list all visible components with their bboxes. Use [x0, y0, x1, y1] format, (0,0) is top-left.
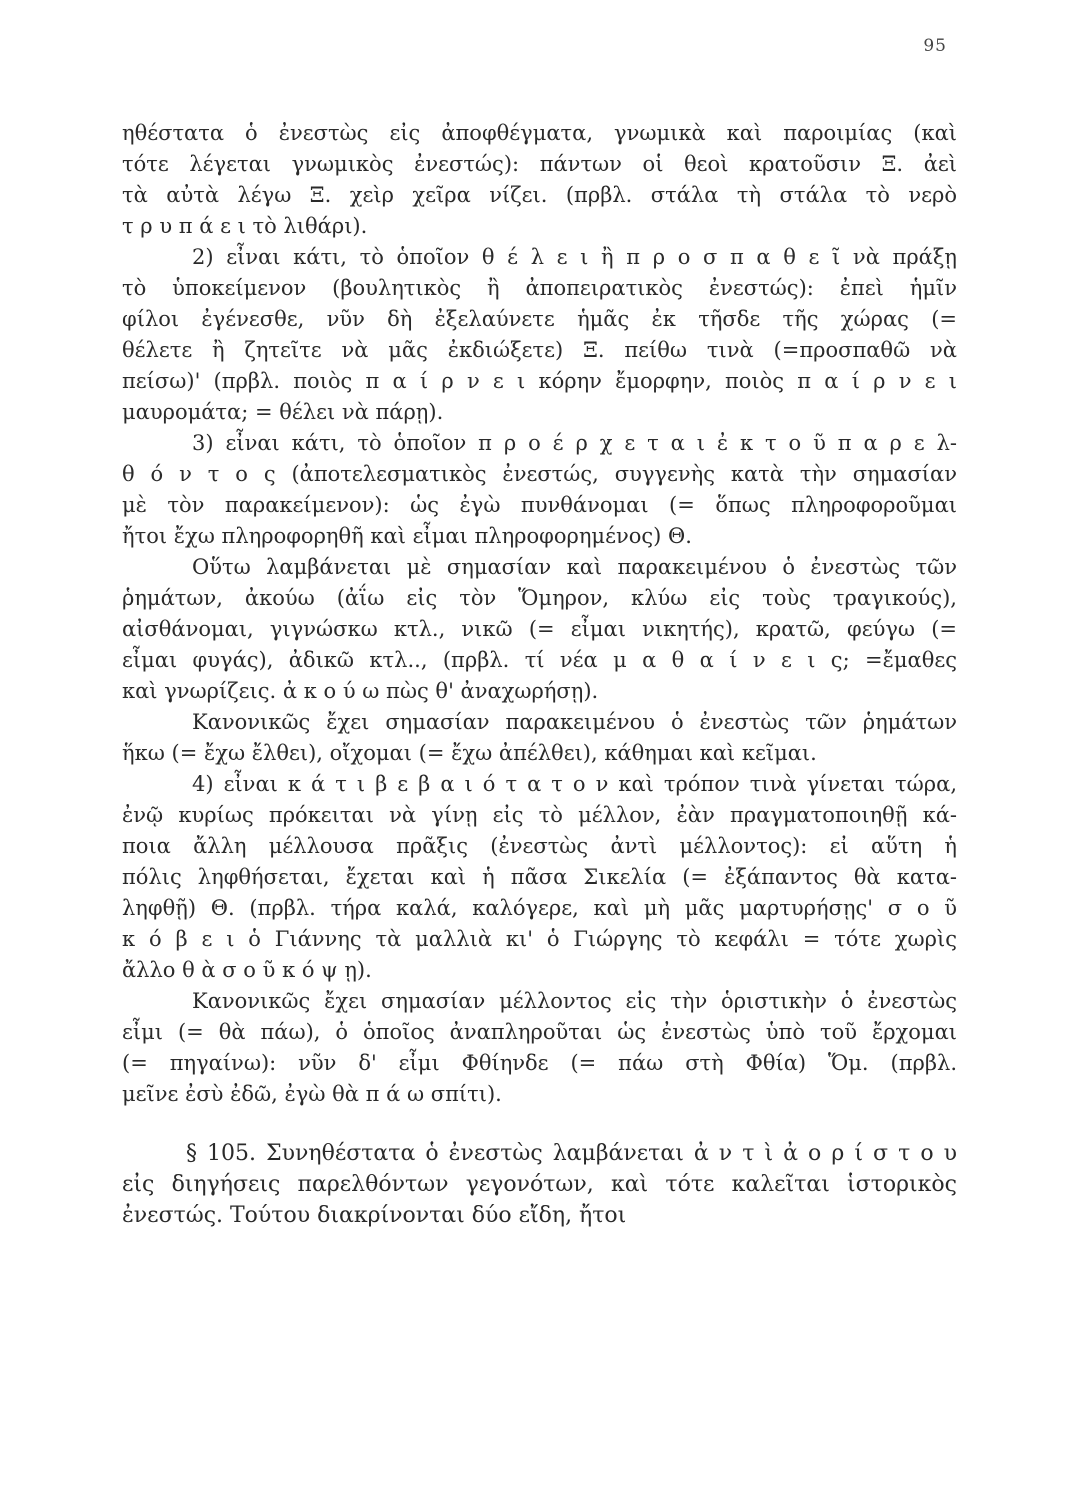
text-line: κ ό β ε ι ὁ Γιάννης τὰ μαλλιὰ κι' ὁ Γιώργης τὸ κεφάλι = τότε χωρὶς	[122, 927, 957, 951]
text-line: θ ό ν τ ο ς (ἀποτελεσματικὸς ἐνεστώς, συγγενὴς κατὰ τὴν σημασίαν	[122, 462, 957, 486]
text-line: 2) εἶναι κάτι, τὸ ὁποῖον θ έ λ ε ι ἢ π ρ ο σ π α θ ε ῖ νὰ πράξῃ	[192, 245, 957, 269]
paragraph-6	[122, 769, 957, 986]
text-line: Οὕτω λαμβάνεται μὲ σημασίαν καὶ παρακειμένου ὁ ἐνεστὼς τῶν	[192, 555, 957, 579]
text-line: αἰσθάνομαι, γιγνώσκω κτλ., νικῶ (= εἶμαι νικητής), κρατῶ, φεύγω (=	[122, 617, 957, 641]
section-heading-line: § 105. Συνηθέστατα ὁ ἐνεστὼς λαμβάνεται ἀ ν τ ὶ ἀ ο ρ ί σ τ ο υ	[186, 1141, 957, 1166]
text-line: ληφθῇ) Θ. (πρβλ. τήρα καλά, καλόγερε, καὶ μὴ μᾶς μαρτυρήσῃς' σ ο ῦ	[122, 896, 957, 920]
text-line: ἄλλο θ ὰ σ ο ῦ κ ό ψ ῃ).	[122, 958, 372, 982]
paragraph-3	[122, 428, 957, 552]
text-line: μὲ τὸν παρακείμενον): ὡς ἐγὼ πυνθάνομαι (= ὅπως πληροφοροῦμαι	[122, 493, 957, 517]
text-line: Κανονικῶς ἔχει σημασίαν μέλλοντος εἰς τὴν ὁριστικὴν ὁ ἐνεστὼς	[192, 989, 957, 1013]
text-line: τὸ ὑποκείμενον (βουλητικὸς ἢ ἀποπειρατικὸς ἐνεστώς): ἐπεὶ ἡμῖν	[122, 276, 957, 300]
section-105	[122, 1138, 957, 1231]
text-line: ηθέστατα ὁ ἐνεστὼς εἰς ἀποφθέγματα, γνωμικὰ καὶ παροιμίας (καὶ	[122, 121, 957, 145]
body-text	[122, 118, 957, 1231]
text-line: (= πηγαίνω): νῦν δ' εἶμι Φθίηνδε (= πάω στὴ Φθία) Ὅμ. (πρβλ.	[122, 1051, 957, 1075]
text-line: ἤτοι ἔχω πληροφορηθῆ καὶ εἶμαι πληροφορημένος) Θ.	[122, 524, 692, 548]
text-line: ἐνῷ κυρίως πρόκειται νὰ γίνῃ εἰς τὸ μέλλον, ἐὰν πραγματοποιηθῇ κά-	[122, 803, 957, 827]
paragraph-2	[122, 242, 957, 428]
text-line: τ ρ υ π ά ε ι τὸ λιθάρι).	[122, 214, 368, 238]
text-line: ἥκω (= ἔχω ἔλθει), οἴχομαι (= ἔχω ἀπέλθει), κάθημαι καὶ κεῖμαι.	[122, 741, 817, 765]
paragraph-7	[122, 986, 957, 1110]
text-line: εἰς διηγήσεις παρελθόντων γεγονότων, καὶ τότε καλεῖται ἱστορικὸς	[122, 1172, 957, 1197]
paragraph-1	[122, 118, 957, 242]
text-line: μαυρομάτα; = θέλει νὰ πάρῃ).	[122, 400, 444, 424]
text-line: πείσω)' (πρβλ. ποιὸς π α ί ρ ν ε ι κόρην ἔμορφην, ποιὸς π α ί ρ ν ε ι	[122, 369, 957, 393]
text-line: τότε λέγεται γνωμικὸς ἐνεστώς): πάντων οἱ θεοὶ κρατοῦσιν Ξ. ἀεὶ	[122, 152, 957, 176]
text-line: καὶ γνωρίζεις. ἀ κ ο ύ ω πὼς θ' ἀναχωρήσῃ).	[122, 679, 599, 703]
text-line: ἐνεστώς. Τούτου διακρίνονται δύο εἴδη, ἤτοι	[122, 1203, 627, 1228]
text-line: θέλετε ἢ ζητεῖτε νὰ μᾶς ἐκδιώξετε) Ξ. πείθω τινὰ (=προσπαθῶ νὰ	[122, 338, 957, 362]
paragraph-4	[122, 552, 957, 707]
text-line: 4) εἶναι κ ά τ ι β ε β α ι ό τ α τ ο ν καὶ τρόπον τινὰ γίνεται τώρα,	[192, 772, 957, 796]
text-line: τὰ αὐτὰ λέγω Ξ. χεὶρ χεῖρα νίζει. (πρβλ. στάλα τὴ στάλα τὸ νερὸ	[122, 183, 957, 207]
text-line: φίλοι ἐγένεσθε, νῦν δὴ ἐξελαύνετε ἡμᾶς ἐκ τῆσδε τῆς χώρας (=	[122, 307, 957, 331]
text-line: 3) εἶναι κάτι, τὸ ὁποῖον π ρ ο έ ρ χ ε τ α ι ἐ κ τ ο ῦ π α ρ ε λ-	[192, 431, 957, 455]
text-line: εἶμαι φυγάς), ἀδικῶ κτλ.., (πρβλ. τί νέα μ α θ α ί ν ε ι ς; =ἔμαθες	[122, 648, 957, 672]
page-number: 95	[923, 36, 947, 56]
text-line: μεῖνε ἐσὺ ἐδῶ, ἐγὼ θὰ π ά ω σπίτι).	[122, 1082, 502, 1106]
text-line: εἶμι (= θὰ πάω), ὁ ὁποῖος ἀναπληροῦται ὡς ἐνεστὼς ὑπὸ τοῦ ἔρχομαι	[122, 1020, 957, 1044]
text-line: ῥημάτων, ἀκούω (ἀΐω εἰς τὸν Ὅμηρον, κλύω εἰς τοὺς τραγικούς),	[122, 586, 957, 610]
text-line: Κανονικῶς ἔχει σημασίαν παρακειμένου ὁ ἐνεστὼς τῶν ῥημάτων	[192, 710, 957, 734]
section-spacer	[122, 1110, 957, 1138]
paragraph-5	[122, 707, 957, 769]
text-line: ποια ἄλλη μέλλουσα πρᾶξις (ἐνεστὼς ἀντὶ μέλλοντος): εἰ αὕτη ἡ	[122, 834, 957, 858]
text-line: πόλις ληφθήσεται, ἔχεται καὶ ἡ πᾶσα Σικελία (= ἐξάπαντος θὰ κατα-	[122, 865, 957, 889]
